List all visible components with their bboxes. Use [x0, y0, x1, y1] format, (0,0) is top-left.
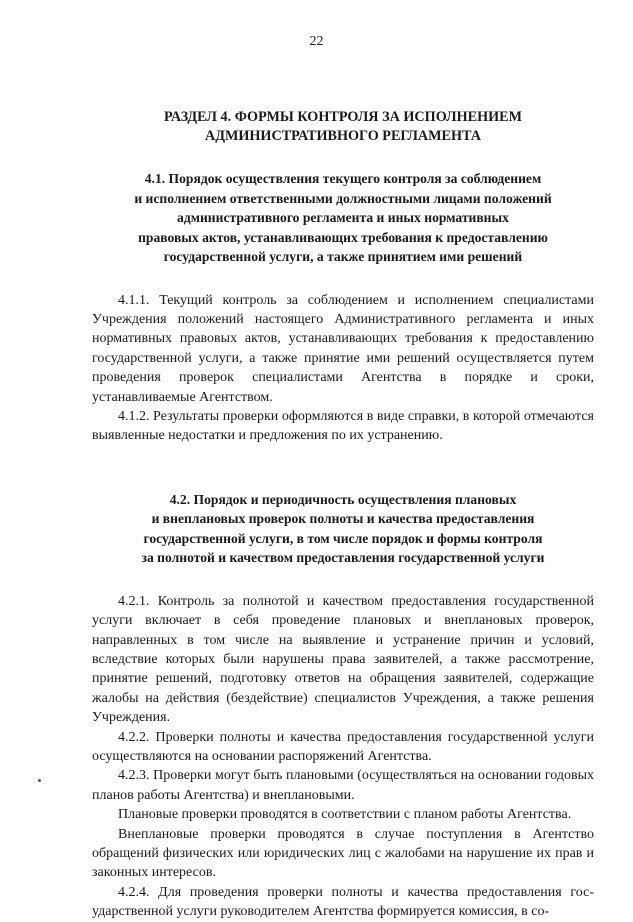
page-content	[92, 108, 594, 922]
subsection-title-4-1	[92, 169, 594, 267]
title-line: государственной услуги, а также принятием ими решений	[163, 249, 523, 264]
subsection-title-4-2	[92, 490, 594, 568]
title-line: государственной услуги, в том числе порядок и формы контроля	[143, 530, 543, 546]
scan-speck	[38, 779, 41, 782]
title-line: за полнотой и качеством предоставления государственной услуги	[141, 550, 545, 566]
title-line: административного регламента и иных нормативных	[177, 210, 509, 225]
paragraph-planned-checks: Плановые проверки проводятся в соответствии с планом работы Агентства.	[118, 807, 572, 823]
paragraph-unplanned-checks: Внеплановые проверки проводятся в случае поступления в Агентство обращений физических или юридических лиц с жалобами на нарушение их прав и законных интересов.	[92, 826, 594, 881]
paragraph-4-1-1: 4.1.1. Текущий контроль за соблюдением и исполнением специалистами Учреждения положений настоящего Административного регламента и иных нормативных правовых актов, устанавливающих требования к предоставлению государственной услуги, а также принятие ими решений осуществляется путем проведения проверок специалистами Агентства в порядке и сроки, устанавливаемые Агентством.	[92, 292, 594, 405]
title-line: 4.1. Порядок осуществления текущего контроля за соблюдением	[144, 171, 542, 186]
title-line: и исполнением ответственными должностными лицами положений	[134, 190, 552, 206]
paragraph-4-2-2: 4.2.2. Проверки полноты и качества предоставления государственной услуги осуществляются на основании распоряжений Агентства.	[92, 729, 594, 764]
title-line: 4.2. Порядок и периодичность осуществления плановых	[169, 491, 517, 507]
paragraph-4-2-4: 4.2.4. Для проведения проверки полноты и качества предоставления государственной услуги руководителем Агентства формируется комиссия, в со-	[92, 884, 594, 920]
title-line: правовых актов, устанавливающих требования к предоставлению	[138, 229, 548, 245]
paragraph-4-2-3: 4.2.3. Проверки могут быть плановыми (осуществляться на основании годовых планов работы Агентства) и внеплановыми.	[92, 768, 594, 803]
page-number: 22	[309, 34, 324, 49]
paragraph-4-1-2: 4.1.2. Результаты проверки оформляются в виде справки, в которой отмечаются выявленные недостатки и предложения по их устранению.	[92, 408, 594, 444]
paragraph-4-2-1: 4.2.1. Контроль за полнотой и качеством предоставления государственной услуги включает в себя проведение плановых и внеплановых проверок, направленных в том числе на выявление и устранение причин и условий, вследствие которых были нарушены права заявителей, а также рассмотрение, принятие решений, подготовку ответов на обращения заявителей, содержащие жалобы на действия (бездействие) специалистов Учреждения, а также решения Учреждения.	[92, 593, 594, 726]
subsection-4-2-body	[92, 592, 594, 922]
title-line: и внеплановых проверок полноты и качества предоставления	[151, 511, 535, 527]
subsection-4-1-body	[92, 291, 594, 446]
section-title: РАЗДЕЛ 4. ФОРМЫ КОНТРОЛЯ ЗА ИСПОЛНЕНИЕМ АДМИНИСТРАТИВНОГО РЕГЛАМЕНТА	[163, 109, 523, 144]
